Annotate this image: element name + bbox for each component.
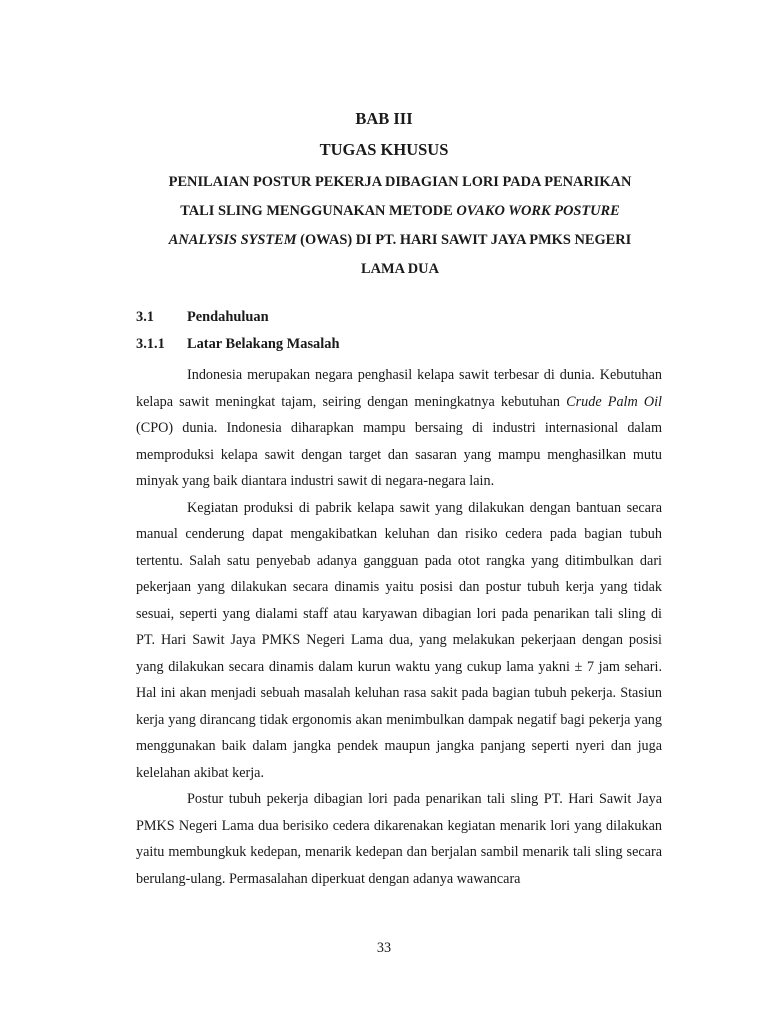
title-line-1: PENILAIAN POSTUR PEKERJA DIBAGIAN LORI PADA PENARIKAN (168, 174, 632, 190)
page-number: 33 (376, 940, 392, 956)
paragraph-1-italic: Crude Palm Oil (566, 393, 662, 410)
paragraph-1-part-a: Indonesia merupakan negara penghasil kelapa sawit terbesar di dunia. Kebutuhan kelapa sawit meningkat tajam, seiring dengan meningkatnya kebutuhan (136, 367, 662, 410)
subsection-number: 3.1.1 (136, 336, 165, 352)
title-line-2-italic: OVAKO WORK POSTURE (456, 203, 620, 219)
paragraph-2: Kegiatan produksi di pabrik kelapa sawit yang dilakukan dengan bantuan secara manual cenderung dapat mengakibatkan keluhan dan risiko cedera pada bagian tubuh tertentu. Salah satu penyebab adanya gangguan pada otot rangka yang ditimbulkan dari pekerjaan yang dilakukan secara dinamis yaitu posisi dan postur tubuh kerja yang tidak sesuai, seperti yang dialami staff atau karyawan dibagian lori pada penarikan tali sling di PT. Hari Sawit Jaya PMKS Negeri Lama dua, yang melakukan pekerjaan dengan posisi yang dilakukan secara dinamis dalam kurun waktu yang cukup lama yakni ± 7 jam sehari. Hal ini akan menjadi sebuah masalah keluhan rasa sakit pada bagian tubuh pekerja. Stasiun kerja yang dirancang tidak ergonomis akan menimbulkan dampak negatif bagi pekerja yang menggunakan baik dalam jangka pendek maupun jangka panjang seperti nyeri dan juga kelelahan akibat kerja. (136, 499, 662, 781)
chapter-subheading: TUGAS KHUSUS (319, 140, 449, 159)
section-label: Pendahuluan (187, 309, 269, 325)
paragraph-3: Postur tubuh pekerja dibagian lori pada penarikan tali sling PT. Hari Sawit Jaya PMKS Negeri Lama dua berisiko cedera dikarenakan kegiatan menarik lori yang dilakukan yaitu membungkuk kedepan, menarik kedepan dan berjalan sambil menarik tali sling secara berulang-ulang. Permasalahan diperkuat dengan adanya wawancara (136, 791, 662, 887)
paragraph-1 (136, 362, 662, 495)
title-line-3-italic: ANALYSIS SYSTEM (168, 232, 297, 248)
subsection-heading (136, 336, 339, 353)
chapter-heading: BAB III (355, 109, 413, 128)
title-line-2: TALI SLING MENGGUNAKAN METODE (180, 203, 457, 219)
section-number: 3.1 (136, 309, 154, 325)
title-line-3: (OWAS) DI PT. HARI SAWIT JAYA PMKS NEGERI (296, 232, 632, 248)
body-text (136, 362, 662, 892)
title-line-4: LAMA DUA (361, 261, 439, 277)
chapter-title (138, 168, 662, 284)
section-heading (136, 309, 269, 326)
subsection-label: Latar Belakang Masalah (187, 336, 340, 352)
paragraph-1-part-b: (CPO) dunia. Indonesia diharapkan mampu bersaing di industri internasional dalam memproduksi kelapa sawit dengan target dan sasaran yang mampu menghasilkan mutu minyak yang baik diantara industri sawit di negara-negara lain. (136, 420, 662, 489)
